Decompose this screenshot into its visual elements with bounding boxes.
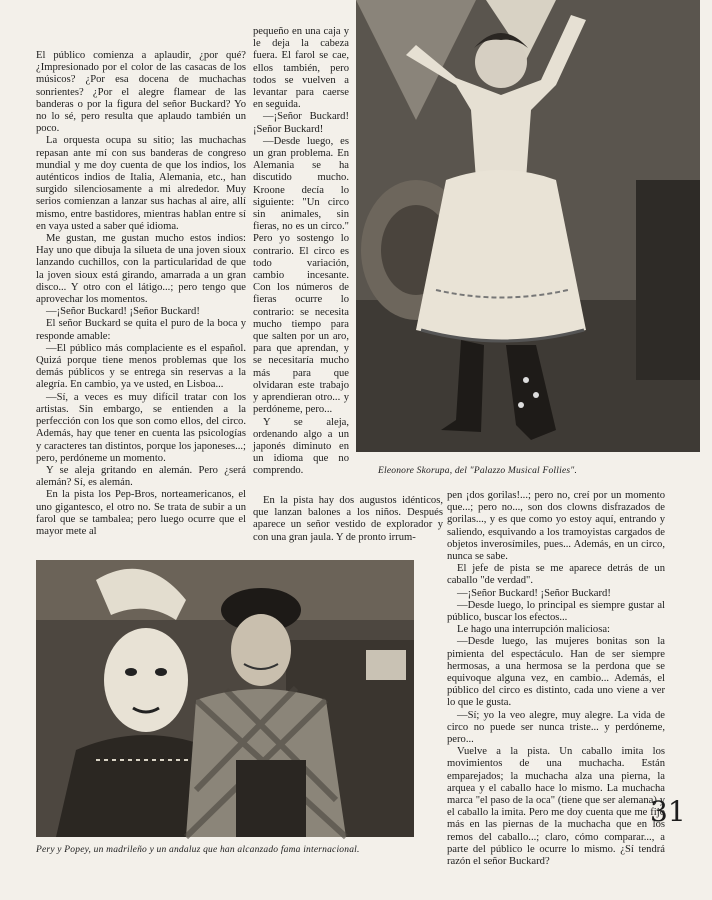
article-paragraph-wide — [253, 495, 443, 555]
photo-performer — [356, 0, 700, 452]
paragraph: —Sí; yo la veo alegre, muy alegre. La vida de circo no puede ser nunca triste... y perdóneme, pero... — [447, 709, 665, 746]
article-column-3 — [447, 490, 665, 868]
page-number: 31 — [650, 795, 686, 828]
paragraph: Y se aleja, ordenando algo a un japonés diminuto en un idioma que no comprendo. — [253, 416, 349, 477]
paragraph: —Desde luego, es un gran problema. En Alemania se ha discutido mucho. Kroone decía lo siguiente: "Un circo sin animales, sin fieras, no es un circo." Pero yo sostengo lo contrario. El circo es todo variación, cambio incesante. Con los números de fieras ocurre lo contrario: se necesita mucho tiempo para que salten por un aro, para que aprendan, y se necesitaría mucho más para que olvidaran este trabajo y aprendieran otro... y perdóneme, pero... — [253, 135, 349, 416]
paragraph: Vuelve a la pista. Un caballo imita los movimientos de una muchacha. Están emparejados; la muchacha alza una pierna, la arquea y el caballo hace lo mismo. La muchacha marca "el paso de la oca" (tiene que ser alemana) y el caballo la imita. Pero me doy cuenta que me fijo más en las piernas de la muchacha que en los remos del caballo...; claro, cómo comparar..., a parte del público le ocurre lo mismo. ¿Sí tendrá razón el señor Buckard? — [447, 746, 665, 868]
paragraph: Y se aleja gritando en alemán. Pero ¿será alemán? Sí, es alemán. — [36, 464, 246, 489]
paragraph: Le hago una interrupción maliciosa: — [457, 624, 610, 636]
paragraph: Me gustan, me gustan mucho estos indios: Hay uno que dibuja la silueta de una joven sioux lanzando cuchillos, con la particularidad de que la joven sioux está girando, amarrada a un gran disco... Y otro con el látigo...; pero tengo que aprovechar los momentos. — [36, 233, 246, 306]
paragraph: En la pista los Pep-Bros, norteamericanos, el uno gigantesco, el otro no. Se trata de subir a un farol que se tambalea; pero luego ocurre que el mayor mete al — [36, 489, 246, 537]
paragraph: —Sí, a veces es muy difícil tratar con los artistas. Sin embargo, se entienden a la perfección con los que son como ellos, del circo. Además, hay que tener en cuenta las psicologías y caracteres tan distintos, porque los japoneses...; pero, perdóneme un momento. — [36, 391, 246, 464]
paragraph: —Desde luego, las mujeres bonitas son la pimienta del espectáculo. Han de ser siempre hermosas, a una hermosa se la perdona que se equivoque alguna vez, en cambio... Además, el público del circo es distinto, cada uno viene a ver lo que le gusta. — [447, 636, 665, 709]
paragraph: El señor Buckard se quita el puro de la boca y responde amable: — [36, 318, 246, 342]
photo-caption-bottom: Pery y Popey, un madrileño y un andaluz que han alcanzado fama internacional. — [36, 845, 360, 855]
paragraph: —¡Señor Buckard! ¡Señor Buckard! — [253, 111, 349, 135]
paragraph: El jefe de pista se me aparece detrás de un caballo "de verdad". — [447, 563, 665, 587]
photo-clowns — [36, 560, 414, 837]
paragraph: El público comienza a aplaudir, ¿por qué? ¿Impresionado por el color de las casacas de los músicos? ¿Por esa docena de muchachas sonrientes? ¿Por el alegre flamear de las banderas o por la figura del señor Buckard? Yo no lo sé, pero resulta que aplaudo también un poco. — [36, 50, 246, 135]
paragraph: pequeño en una caja y le deja la cabeza fuera. El farol se cae, ellos también, pero todos se vuelven a levantar para caerse en seguida. — [253, 26, 349, 111]
paragraph: —¡Señor Buckard! ¡Señor Buckard! — [46, 306, 200, 318]
paragraph: En la pista hay dos augustos idénticos, que lanzan balones a los niños. Después aparece un señor vestido de explorador y con una gran jaula. Y de pronto irrum- — [253, 495, 443, 543]
paragraph: —¡Señor Buckard! ¡Señor Buckard! — [457, 587, 611, 599]
article-column-2 — [253, 26, 349, 526]
paragraph: La orquesta ocupa su sitio; las muchachas repasan ante mí con sus banderas de congreso mundial y me doy cuenta de que los indios, los auténticos indios de Italia, Alemania, etc., han surgido silenciosamente a mi alrededor. Muy serios comienzan a lanzar sus hachas al aire, allí mismo, entre bastidores, mientras hablan entre sí en vaya usted a saber qué idioma. — [36, 135, 246, 232]
photo-caption-top: Eleonore Skorupa, del "Palazzo Musical Follies". — [378, 466, 578, 476]
article-column-1 — [36, 50, 246, 545]
paragraph: —El público más complaciente es el español. Quizá porque tiene menos problemas que los demás públicos y se entrega sin reservas a la alegría. En cambio, ya ve usted, en Lisboa... — [36, 342, 246, 391]
paragraph: —Desde luego, lo principal es siempre gustar al público, buscar los efectos... — [447, 599, 665, 624]
paragraph: pen ¡dos gorilas!...; pero no, creí por un momento que...; pero no..., son dos clowns disfrazados de gorilas..., y es que como yo estoy aquí, entrando y saliendo, esquivando a los tramoyistas cargados de objetos inverosímiles, pues... Además, en un circo, nunca se sabe. — [447, 490, 665, 563]
